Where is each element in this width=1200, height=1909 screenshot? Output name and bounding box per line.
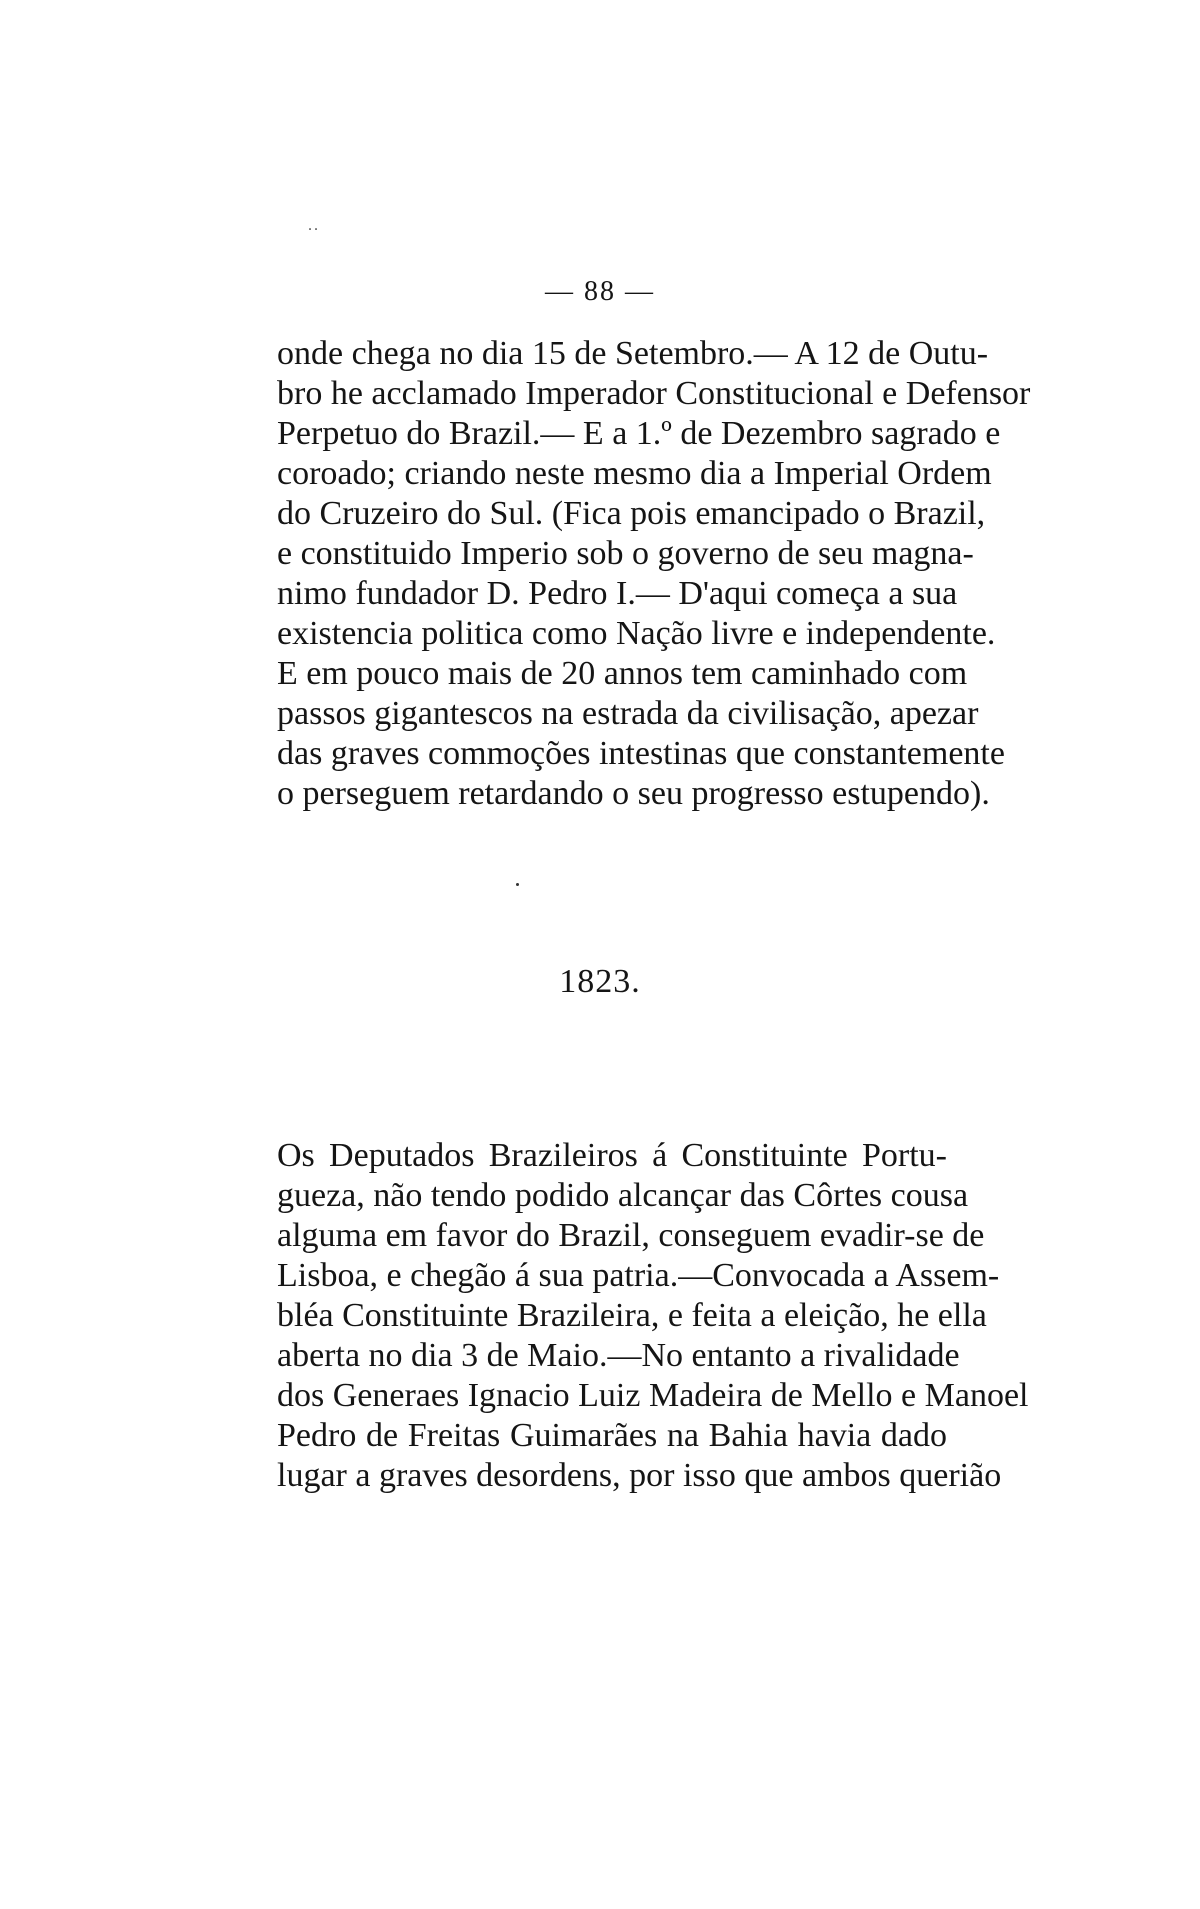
- text-line: existencia politica como Nação livre e independente.: [277, 615, 996, 652]
- text-line: dos Generaes Ignacio Luiz Madeira de Mello e Manoel: [277, 1377, 1029, 1414]
- scan-mark: ˙˙: [307, 224, 319, 244]
- text-line: Os Deputados Brazileiros á Constituinte Portu-: [277, 1137, 947, 1174]
- text-line: passos gigantescos na estrada da civilisação, apezar: [277, 695, 979, 732]
- text-line: o perseguem retardando o seu progresso estupendo).: [277, 775, 990, 812]
- text-line: bro he acclamado Imperador Constitucional e Defensor: [277, 375, 1031, 412]
- text-line: E em pouco mais de 20 annos tem caminhado com: [277, 655, 968, 692]
- text-line: do Cruzeiro do Sul. (Fica pois emancipado o Brazil,: [277, 495, 986, 532]
- ink-speck: [516, 883, 519, 886]
- text-line: das graves commoções intestinas que constantemente: [277, 735, 1005, 772]
- page-number: — 88 —: [545, 276, 655, 307]
- text-line: lugar a graves desordens, por isso que ambos querião: [277, 1457, 1002, 1494]
- text-line: alguma em favor do Brazil, conseguem evadir-se de: [277, 1217, 985, 1254]
- text-line: e constituido Imperio sob o governo de seu magna-: [277, 535, 974, 572]
- text-line: gueza, não tendo podido alcançar das Côrtes cousa: [277, 1177, 969, 1214]
- text-line: Lisboa, e chegão á sua patria.—Convocada a Assem-: [277, 1257, 1000, 1294]
- text-line: bléa Constituinte Brazileira, e feita a eleição, he ella: [277, 1297, 987, 1334]
- text-line: aberta no dia 3 de Maio.—No entanto a rivalidade: [277, 1337, 960, 1374]
- text-line: onde chega no dia 15 de Setembro.— A 12 de Outu-: [277, 335, 989, 372]
- text-line: Perpetuo do Brazil.— E a 1.º de Dezembro sagrado e: [277, 415, 1001, 452]
- paragraph-2: [277, 1136, 1029, 1536]
- text-line: nimo fundador D. Pedro I.— D'aqui começa a sua: [277, 575, 958, 612]
- text-line: coroado; criando neste mesmo dia a Imperial Ordem: [277, 455, 992, 492]
- text-line: Pedro de Freitas Guimarães na Bahia havia dado: [277, 1417, 947, 1454]
- section-year-heading: 1823.: [559, 963, 641, 1000]
- paragraph-1: [277, 334, 1031, 814]
